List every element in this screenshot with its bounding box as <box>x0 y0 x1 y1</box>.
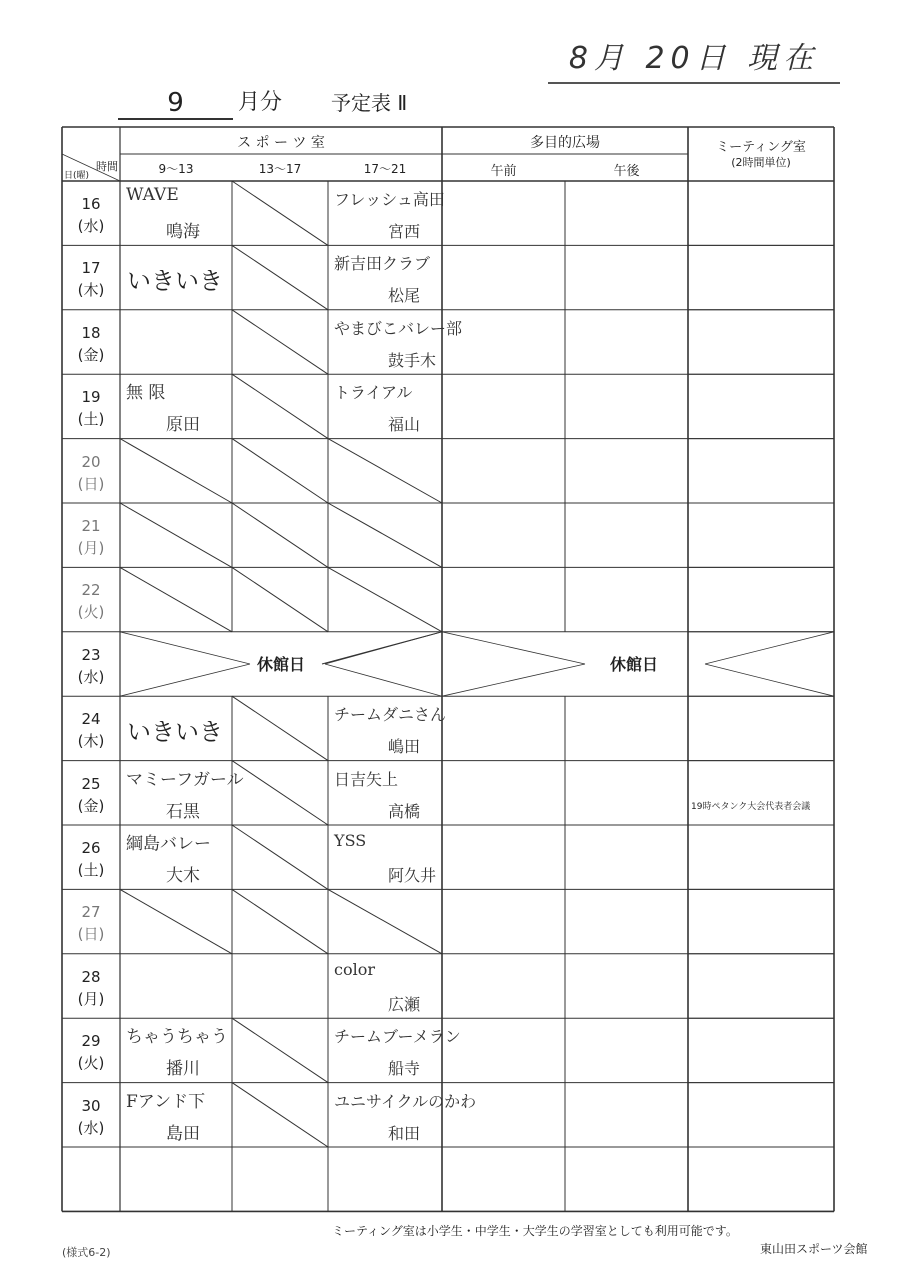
closed-diagonal <box>325 632 442 664</box>
title-name: 予定表 Ⅱ <box>331 91 408 115</box>
day-date: 23 <box>81 645 101 664</box>
blocked-diagonal <box>232 374 328 438</box>
day-weekday: (土) <box>77 410 105 429</box>
booking-am-name: 鳴海 <box>166 222 200 242</box>
meeting-header: ミーティング室 <box>716 140 806 155</box>
closed-diagonal <box>325 664 442 696</box>
booking-eve-group: フレッシュ高田 <box>334 190 445 209</box>
blocked-diagonal <box>232 889 328 953</box>
booking-am-group: 無 限 <box>126 383 166 404</box>
blocked-diagonal <box>232 503 328 567</box>
closed-diagonal <box>442 632 585 664</box>
corner-time-label: 時間 <box>96 160 118 173</box>
day-date: 24 <box>81 710 101 729</box>
blocked-diagonal <box>232 567 328 631</box>
booking-am-group: Fアンド下 <box>126 1091 206 1112</box>
blocked-diagonal <box>328 503 442 567</box>
day-date: 18 <box>81 323 101 342</box>
blocked-diagonal <box>232 825 328 889</box>
blocked-diagonal <box>120 503 232 567</box>
day-weekday: (日) <box>77 474 105 493</box>
slot-am-header: 9～13 <box>158 162 194 176</box>
day-weekday: (土) <box>77 861 105 879</box>
day-date: 26 <box>81 839 101 857</box>
sports-room-header: ス ポ ー ツ 室 <box>237 135 325 151</box>
booking-am-group: マミーフガール <box>126 769 244 790</box>
day-weekday: (木) <box>77 281 105 300</box>
blocked-diagonal <box>120 567 232 631</box>
day-date: 19 <box>81 388 101 407</box>
booking-am-group: いきいき <box>127 267 223 296</box>
day-weekday: (火) <box>77 603 105 622</box>
blocked-diagonal <box>120 439 232 503</box>
day-date: 20 <box>81 452 101 471</box>
meeting-booking-note: 19時ペタンク大会代表者会議 <box>691 801 811 812</box>
booking-eve-group: 新吉田クラブ <box>334 254 431 274</box>
as-of-date: 8月 20日 現在 <box>548 38 840 84</box>
booking-eve-group: ユニサイクルのかわ <box>334 1091 477 1111</box>
footer-note: ミーティング室は小学生・中学生・大学生の学習室としても利用可能です。 <box>332 1224 738 1238</box>
corner-day-label: 日(曜) <box>64 171 90 181</box>
booking-eve-name: 船寺 <box>388 1059 421 1079</box>
day-weekday: (水) <box>77 667 105 686</box>
booking-eve-name: 宮西 <box>388 222 421 241</box>
booking-eve-group: color <box>334 959 375 979</box>
booking-am-group: WAVE <box>126 185 179 205</box>
booking-am-name: 石黒 <box>166 801 200 822</box>
blocked-diagonal <box>232 761 328 825</box>
blocked-diagonal <box>328 567 442 631</box>
day-weekday: (水) <box>77 1118 105 1137</box>
booking-eve-group: チームダニさん <box>334 705 447 725</box>
day-weekday: (日) <box>77 925 105 944</box>
booking-am-name: 大木 <box>166 866 200 886</box>
day-weekday: (金) <box>77 796 105 815</box>
booking-eve-name: 高橋 <box>388 801 421 821</box>
blocked-diagonal <box>232 245 328 309</box>
day-date: 17 <box>81 259 101 278</box>
blocked-diagonal <box>232 1083 328 1147</box>
booking-eve-group: YSS <box>334 831 367 850</box>
closed-diagonal <box>705 664 834 696</box>
closed-diagonal <box>442 664 585 696</box>
day-date: 27 <box>81 903 101 922</box>
title-month: 9 <box>118 88 233 120</box>
slot-eve-header: 17～21 <box>363 162 407 176</box>
booking-eve-group: チームブーメラン <box>334 1027 461 1047</box>
closed-diagonal <box>120 632 250 664</box>
closed-diagonal <box>120 664 250 696</box>
plaza-am-header: 午前 <box>490 164 517 179</box>
day-weekday: (火) <box>77 1054 105 1073</box>
blocked-diagonal <box>120 889 232 953</box>
day-date: 25 <box>81 774 101 793</box>
booking-am-name: 原田 <box>166 415 200 436</box>
booking-eve-group: 日吉矢上 <box>334 769 399 789</box>
booking-eve-group: トライアル <box>334 383 413 403</box>
day-weekday: (月) <box>77 539 105 557</box>
day-weekday: (月) <box>77 989 105 1008</box>
facility-name: 東山田スポーツ会館 <box>760 1242 868 1256</box>
day-date: 16 <box>81 195 101 213</box>
booking-eve-name: 広瀬 <box>388 994 421 1014</box>
blocked-diagonal <box>232 696 328 760</box>
day-weekday: (水) <box>77 217 105 235</box>
booking-eve-name: 嶋田 <box>388 737 421 757</box>
blocked-diagonal <box>232 181 328 245</box>
blocked-diagonal <box>232 310 328 374</box>
booking-eve-name: 松尾 <box>388 286 421 306</box>
booking-am-group: 綱島バレー <box>126 834 211 854</box>
form-number: (様式6-2) <box>62 1246 111 1259</box>
booking-am-group: いきいき <box>127 718 223 747</box>
plaza-pm-header: 午後 <box>613 164 640 179</box>
closed-label-plaza: 休館日 <box>604 652 664 675</box>
closed-label-sports: 休館日 <box>251 652 311 675</box>
day-date: 29 <box>81 1032 101 1051</box>
booking-eve-name: 鼓手木 <box>388 350 437 370</box>
booking-eve-name: 和田 <box>388 1123 421 1143</box>
title-unit: 月分 <box>238 90 283 115</box>
plaza-header: 多目的広場 <box>530 135 600 151</box>
blocked-diagonal <box>328 439 442 503</box>
day-weekday: (木) <box>77 732 105 751</box>
booking-eve-name: 福山 <box>388 415 421 435</box>
booking-eve-group: やまびこバレー部 <box>334 318 463 338</box>
booking-eve-name: 阿久井 <box>388 866 437 885</box>
meeting-sub-header: (2時間単位) <box>731 156 791 169</box>
blocked-diagonal <box>232 439 328 503</box>
slot-pm-header: 13～17 <box>258 162 302 176</box>
booking-am-name: 播川 <box>166 1059 200 1080</box>
booking-am-group: ちゃうちゃう <box>126 1027 228 1048</box>
day-weekday: (金) <box>77 345 105 364</box>
booking-am-name: 島田 <box>166 1123 200 1144</box>
blocked-diagonal <box>328 889 442 953</box>
closed-diagonal <box>705 632 834 664</box>
blocked-diagonal <box>232 1018 328 1082</box>
day-date: 30 <box>81 1096 101 1115</box>
day-date: 21 <box>81 517 101 535</box>
day-date: 28 <box>81 967 101 986</box>
day-date: 22 <box>81 581 101 600</box>
